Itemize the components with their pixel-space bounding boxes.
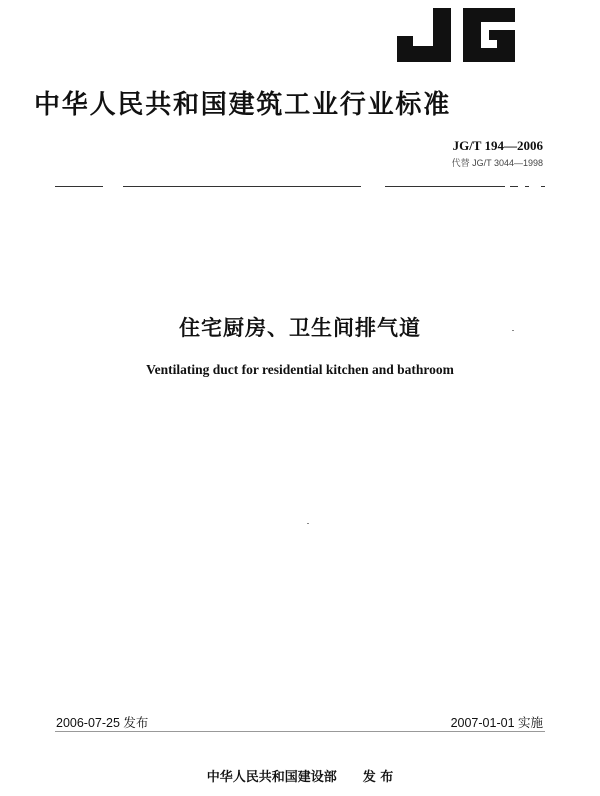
standard-title-english: Ventilating duct for residential kitchen and bathroom	[146, 362, 454, 377]
standard-title-chinese: 住宅厨房、卫生间排气道	[179, 316, 421, 340]
bottom-divider	[55, 731, 545, 733]
standard-number: JG/T 194—2006	[452, 138, 543, 153]
implementation-date: 2007-01-01 实施	[450, 716, 543, 730]
jg-logo-mark	[397, 6, 515, 64]
publisher-name: 中华人民共和国建设部	[206, 770, 337, 785]
replaced-standard: 代替 JG/T 3044—1998	[451, 158, 543, 168]
publisher-line	[0, 766, 600, 785]
scan-speck	[512, 330, 514, 331]
top-divider	[55, 186, 545, 188]
jg-logo	[397, 6, 515, 64]
issuing-authority-title: 中华人民共和国建筑工业行业标准	[34, 90, 452, 120]
issue-date: 2006-07-25 发布	[56, 716, 149, 730]
publish-action: 发 布	[362, 770, 394, 785]
scan-speck	[307, 523, 309, 524]
